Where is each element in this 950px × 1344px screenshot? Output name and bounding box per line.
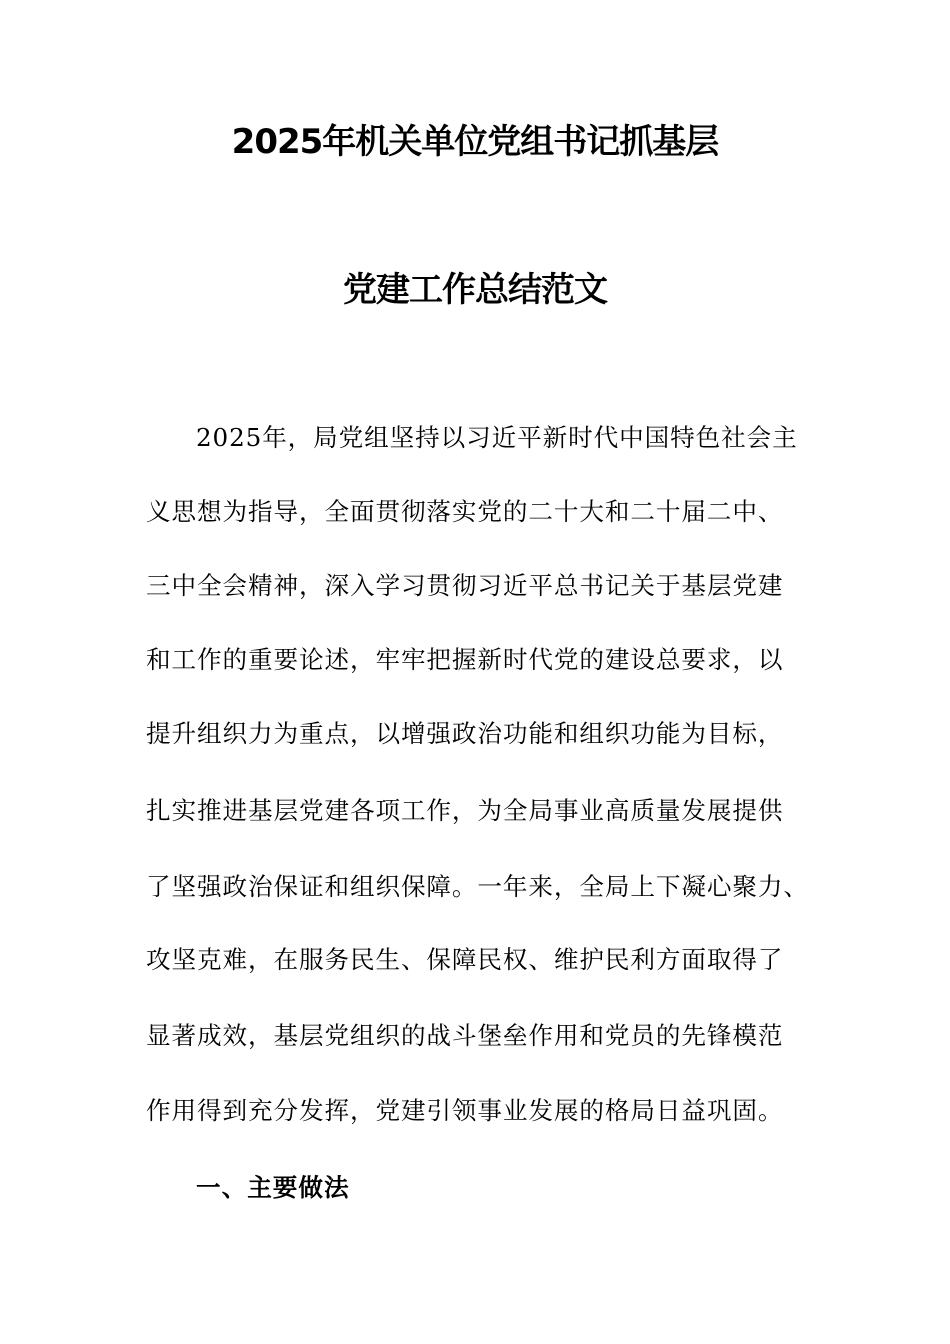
paragraph-line: 2025年，局党组坚持以习近平新时代中国特色社会主 [196, 423, 798, 452]
paragraph-line: 扎实推进基层党建各项工作，为全局事业高质量发展提供 [146, 796, 784, 825]
paragraph-line: 了坚强政治保证和组织保障。一年来，全局上下凝心聚力、 [146, 872, 809, 901]
section-heading: 一、主要做法 [196, 1173, 350, 1202]
paragraph-line: 三中全会精神，深入学习贯彻习近平总书记关于基层党建 [146, 571, 784, 600]
paragraph-line: 提升组织力为重点，以增强政治功能和组织功能为目标， [146, 719, 784, 748]
document-title-line-2: 党建工作总结范文 [343, 270, 607, 310]
paragraph-line: 显著成效，基层党组织的战斗堡垒作用和党员的先锋模范 [146, 1021, 784, 1050]
paragraph-line: 和工作的重要论述，牢牢把握新时代党的建设总要求，以 [146, 645, 784, 674]
paragraph-line: 攻坚克难，在服务民生、保障民权、维护民利方面取得了 [146, 945, 784, 974]
document-title-line-1: 2025年机关单位党组书记抓基层 [231, 122, 719, 162]
paragraph-line: 作用得到充分发挥，党建引领事业发展的格局日益巩固。 [146, 1096, 784, 1125]
paragraph-line: 义思想为指导，全面贯彻落实党的二十大和二十届二中、 [146, 497, 784, 526]
